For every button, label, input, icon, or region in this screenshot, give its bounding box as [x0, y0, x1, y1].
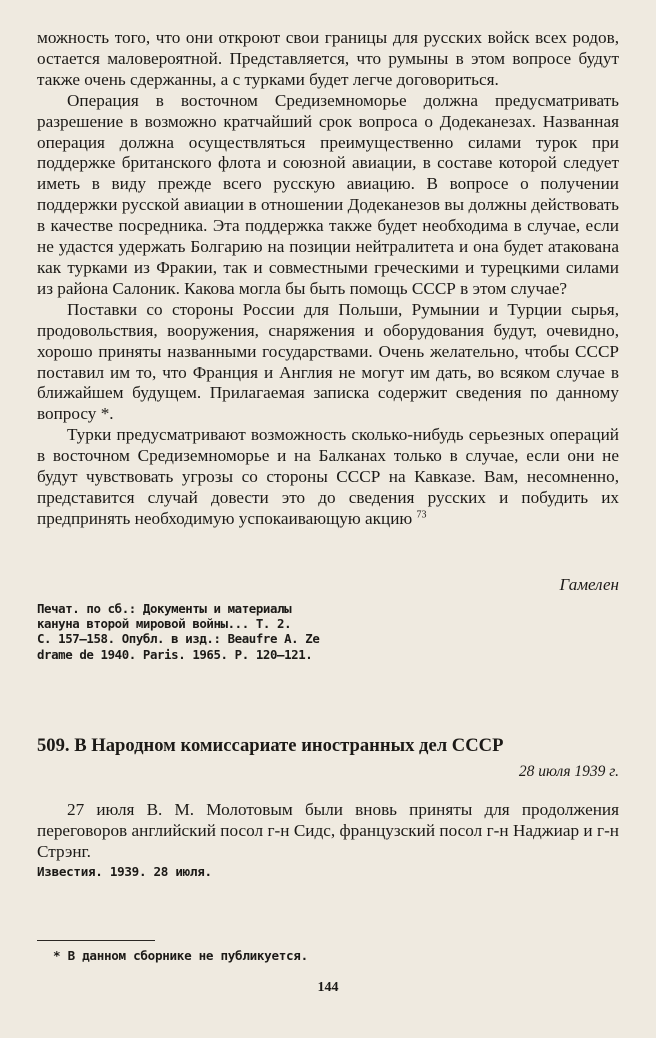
- document-body: [37, 800, 619, 863]
- document-paragraph: 27 июля В. М. Молотовым были вновь приняты для продолжения переговоров английский посол г-н Сидс, французский посол г-н Наджиар и г-н Стрэнг.: [37, 800, 619, 861]
- continuation-paragraph: можность того, что они откроют свои границы для русских войск всех родов, остается маловероятной. Представляется, что румыны в этом вопросе будут также очень сдержанны, а с турками будет легче договориться.: [37, 28, 619, 89]
- signature: Гамелен: [559, 575, 619, 594]
- document-source: Известия. 1939. 28 июля.: [37, 864, 212, 879]
- footnote: * В данном сборнике не публикуется.: [53, 948, 308, 963]
- source-citation: [37, 601, 347, 662]
- paragraph-dodecanese: Операция в восточном Средиземноморье должна предусматривать разрешение в возможно кратчайший срок вопроса о Додеканезах. Названная операция должна осуществляться преимущественно силами турок при поддержке британского флота и союзной авиации, в составе которой следует иметь в виду прежде всего русскую авиацию. В вопросе о получении поддержки русской авиации в отношении Додеканезов вы должны действовать в качестве посредника. Эта поддержка также будет необходима в случае, если не удастся удержать Болгарию на позиции нейтралитета и она будет атакована как турками из Фракии, так и совместными греческими и турецкими силами из района Салоник. Какова могла бы быть помощь СССР в этом случае?: [37, 90, 619, 298]
- page-number: 144: [317, 980, 339, 995]
- paragraph-turks-text: Турки предусматривают возможность сколько-нибудь серьезных операций в восточном Средиземноморье и на Балканах только в случае, если они не будут чувствовать угрозы со стороны СССР на Кавказе. Вам, несомненно, представится случай довести это до сведения русских и побудить их предпринять необходимую успокаивающую акцию: [37, 425, 619, 528]
- source-line: drame de 1940. Paris. 1965. P. 120—121.: [37, 646, 313, 662]
- letter-body: [37, 28, 619, 530]
- source-line: кануна второй мировой войны... Т. 2.: [37, 616, 292, 632]
- source-line: Печат. по сб.: Документы и материалы: [37, 601, 292, 616]
- paragraph-turks: [37, 425, 619, 530]
- endnote-marker: 73: [416, 509, 427, 521]
- footnote-divider: [37, 940, 155, 941]
- document-heading: 509. В Народном комиссариате иностранных дел СССР: [37, 735, 504, 756]
- document-date: 28 июля 1939 г.: [518, 763, 619, 780]
- paragraph-supplies: Поставки со стороны России для Польши, Румынии и Турции сырья, продовольствия, вооружения, снаряжения и оборудования будут, очевидно, хорошо приняты названными государствами. Очень желательно, чтобы СССР поставил им то, что Франция и Англия не могут им дать, во всяком случае в ближайшем будущем. Прилагаемая записка содержит сведения по данному вопросу *.: [37, 299, 619, 424]
- source-line: С. 157—158. Опубл. в изд.: Beaufre A. Ze: [37, 631, 320, 647]
